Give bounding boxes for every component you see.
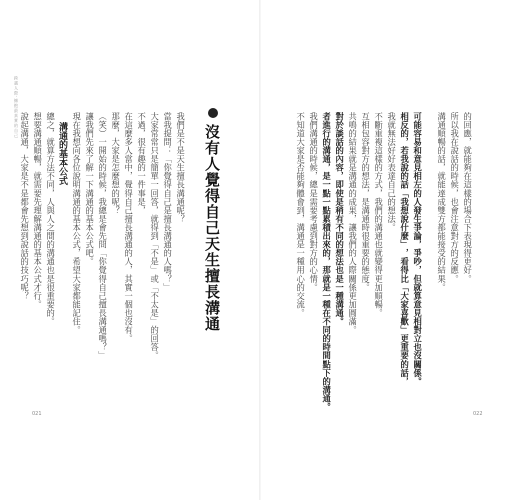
bullet-dot: [208, 108, 218, 118]
right-column-emphasis: 者進行的溝通，是一點一點累積出來的，那就是一種在不同的時間點下的溝通。: [321, 112, 332, 412]
running-head: 跨越人際‧擁抱最真實的自己: [14, 76, 19, 139]
right-column: 互相包容對方的想法，是溝通時很重要的態度。: [360, 112, 371, 292]
right-column: 的回應，就能夠在這樣的場合下表現得更好。: [462, 112, 473, 283]
left-column: 讓我們先來了解一下溝通的基本公式吧。: [84, 112, 95, 266]
book-spine: [259, 0, 261, 500]
right-column: 溝通順暢的話，就能達成雙方都能接受的結果。: [436, 112, 447, 292]
section-title: 沒有人覺得自己天生擅長溝通: [203, 124, 221, 332]
right-column-emphasis: 對於談話的內容，即使是稍有不同的想法也是一種溝通。: [334, 112, 345, 326]
right-column: 共鳴的結果就是溝通的成果，讓我們的人際關係更加圓滿。: [347, 112, 358, 335]
right-column: 不斷重複這樣的方式，我們的溝通也就變得更加順暢。: [373, 112, 384, 318]
left-column: 說起溝通，大家是不是都會先想到說話的技巧呢？: [19, 112, 30, 301]
left-column: 想要溝通順暢，就需要先理解溝通的基本公式才行。: [32, 112, 43, 309]
left-column: 不過，很有趣的一件事是，: [136, 112, 147, 215]
left-column: 大家常常只是簡單一回答，就得到「不是」或「不太是」的回答。: [149, 112, 160, 360]
right-column: 所以我在說話的時候，也會注意對方的反應。: [449, 112, 460, 283]
right-column: 不知道大家是否能夠體會到，溝通是一種用心的交流。: [295, 112, 306, 318]
left-column: 那麼，大家是怎麼想的呢？: [110, 112, 121, 215]
left-column: 現在我想向各位說明溝通的基本公式，希望大家都能記住。: [71, 112, 82, 335]
right-column: 我就無法好好表達自己的想法。: [386, 112, 397, 232]
right-column: 我們溝通的時候，總是需要考慮到對方的心情。: [308, 112, 319, 292]
left-column: 總之，就算方法不同，人與人之間的溝通也是很重要的。: [45, 112, 56, 326]
section-heading: [196, 108, 226, 332]
page-number-left: 021: [32, 411, 42, 417]
right-column-emphasis: 可能容易和意見相左的人發生爭論，爭吵，但就算意見相對立也沒關係。: [412, 112, 423, 386]
left-column: 在這麼多人當中，覺得自己擅長溝通的人，其實一個也沒有。: [123, 112, 134, 343]
sub-heading: 溝通的基本公式: [57, 122, 67, 185]
right-column-emphasis: 相反的，若我說的話「我想說什麼」，看得比「大家喜歡」更重要的話，: [399, 112, 410, 386]
left-column: （笑）一開始的時候，我總是會先問「你覺得自己擅長溝通嗎？」: [97, 112, 108, 360]
left-column: 我們是不是天生擅長溝通呢？: [175, 112, 186, 224]
page-number-right: 022: [473, 411, 483, 417]
left-column: 當我提問：「你覺得自己是擅長溝通的人嗎？」: [162, 112, 173, 292]
